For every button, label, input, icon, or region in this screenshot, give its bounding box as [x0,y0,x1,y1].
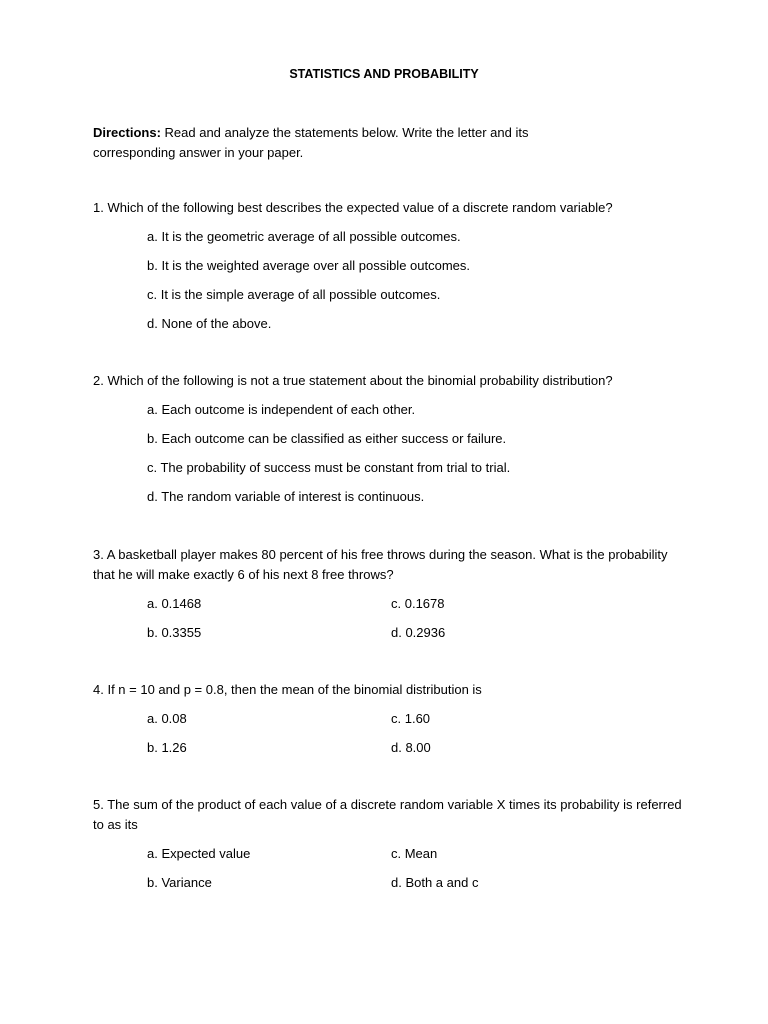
question-2-option-d: d. The random variable of interest is continuous. [147,489,425,504]
question-3-option-d: d. 0.2936 [391,625,446,640]
question-2-option-a: a. Each outcome is independent of each other. [147,402,416,417]
question-1-option-b: b. It is the weighted average over all possible outcomes. [147,258,471,273]
question-4: 4. If n = 10 and p = 0.8, then the mean of the binomial distribution is [93,682,482,697]
question-5-option-b: b. Variance [147,875,212,890]
directions [93,123,593,163]
question-1-option-d: d. None of the above. [147,316,272,331]
directions-label: Directions: [93,125,161,140]
question-1-option-a: a. It is the geometric average of all possible outcomes. [147,229,461,244]
question-3: 3. A basketball player makes 80 percent of his free throws during the season. What is the probability that he will make exactly 6 of his next 8 free throws? [93,547,668,582]
page-title: STATISTICS AND PROBABILITY [289,67,479,81]
question-2-option-c: c. The probability of success must be constant from trial to trial. [147,460,511,475]
question-1: 1. Which of the following best describes the expected value of a discrete random variable? [93,200,613,215]
question-4-option-b: b. 1.26 [147,740,187,755]
question-3-option-a: a. 0.1468 [147,596,202,611]
question-5-option-d: d. Both a and c [391,875,479,890]
question-5-option-a: a. Expected value [147,846,251,861]
question-3-option-c: c. 0.1678 [391,596,445,611]
question-2-option-b: b. Each outcome can be classified as either success or failure. [147,431,507,446]
question-2: 2. Which of the following is not a true statement about the binomial probability distribution? [93,373,613,388]
question-4-option-a: a. 0.08 [147,711,187,726]
question-3-option-b: b. 0.3355 [147,625,202,640]
question-4-option-d: d. 8.00 [391,740,431,755]
directions-text: Read and analyze the statements below. Write the letter and its corresponding answer in your paper. [93,125,529,160]
question-5-option-c: c. Mean [391,846,438,861]
question-1-option-c: c. It is the simple average of all possible outcomes. [147,287,441,302]
question-5: 5. The sum of the product of each value of a discrete random variable X times its probability is referred to as its [93,797,682,832]
question-4-option-c: c. 1.60 [391,711,431,726]
